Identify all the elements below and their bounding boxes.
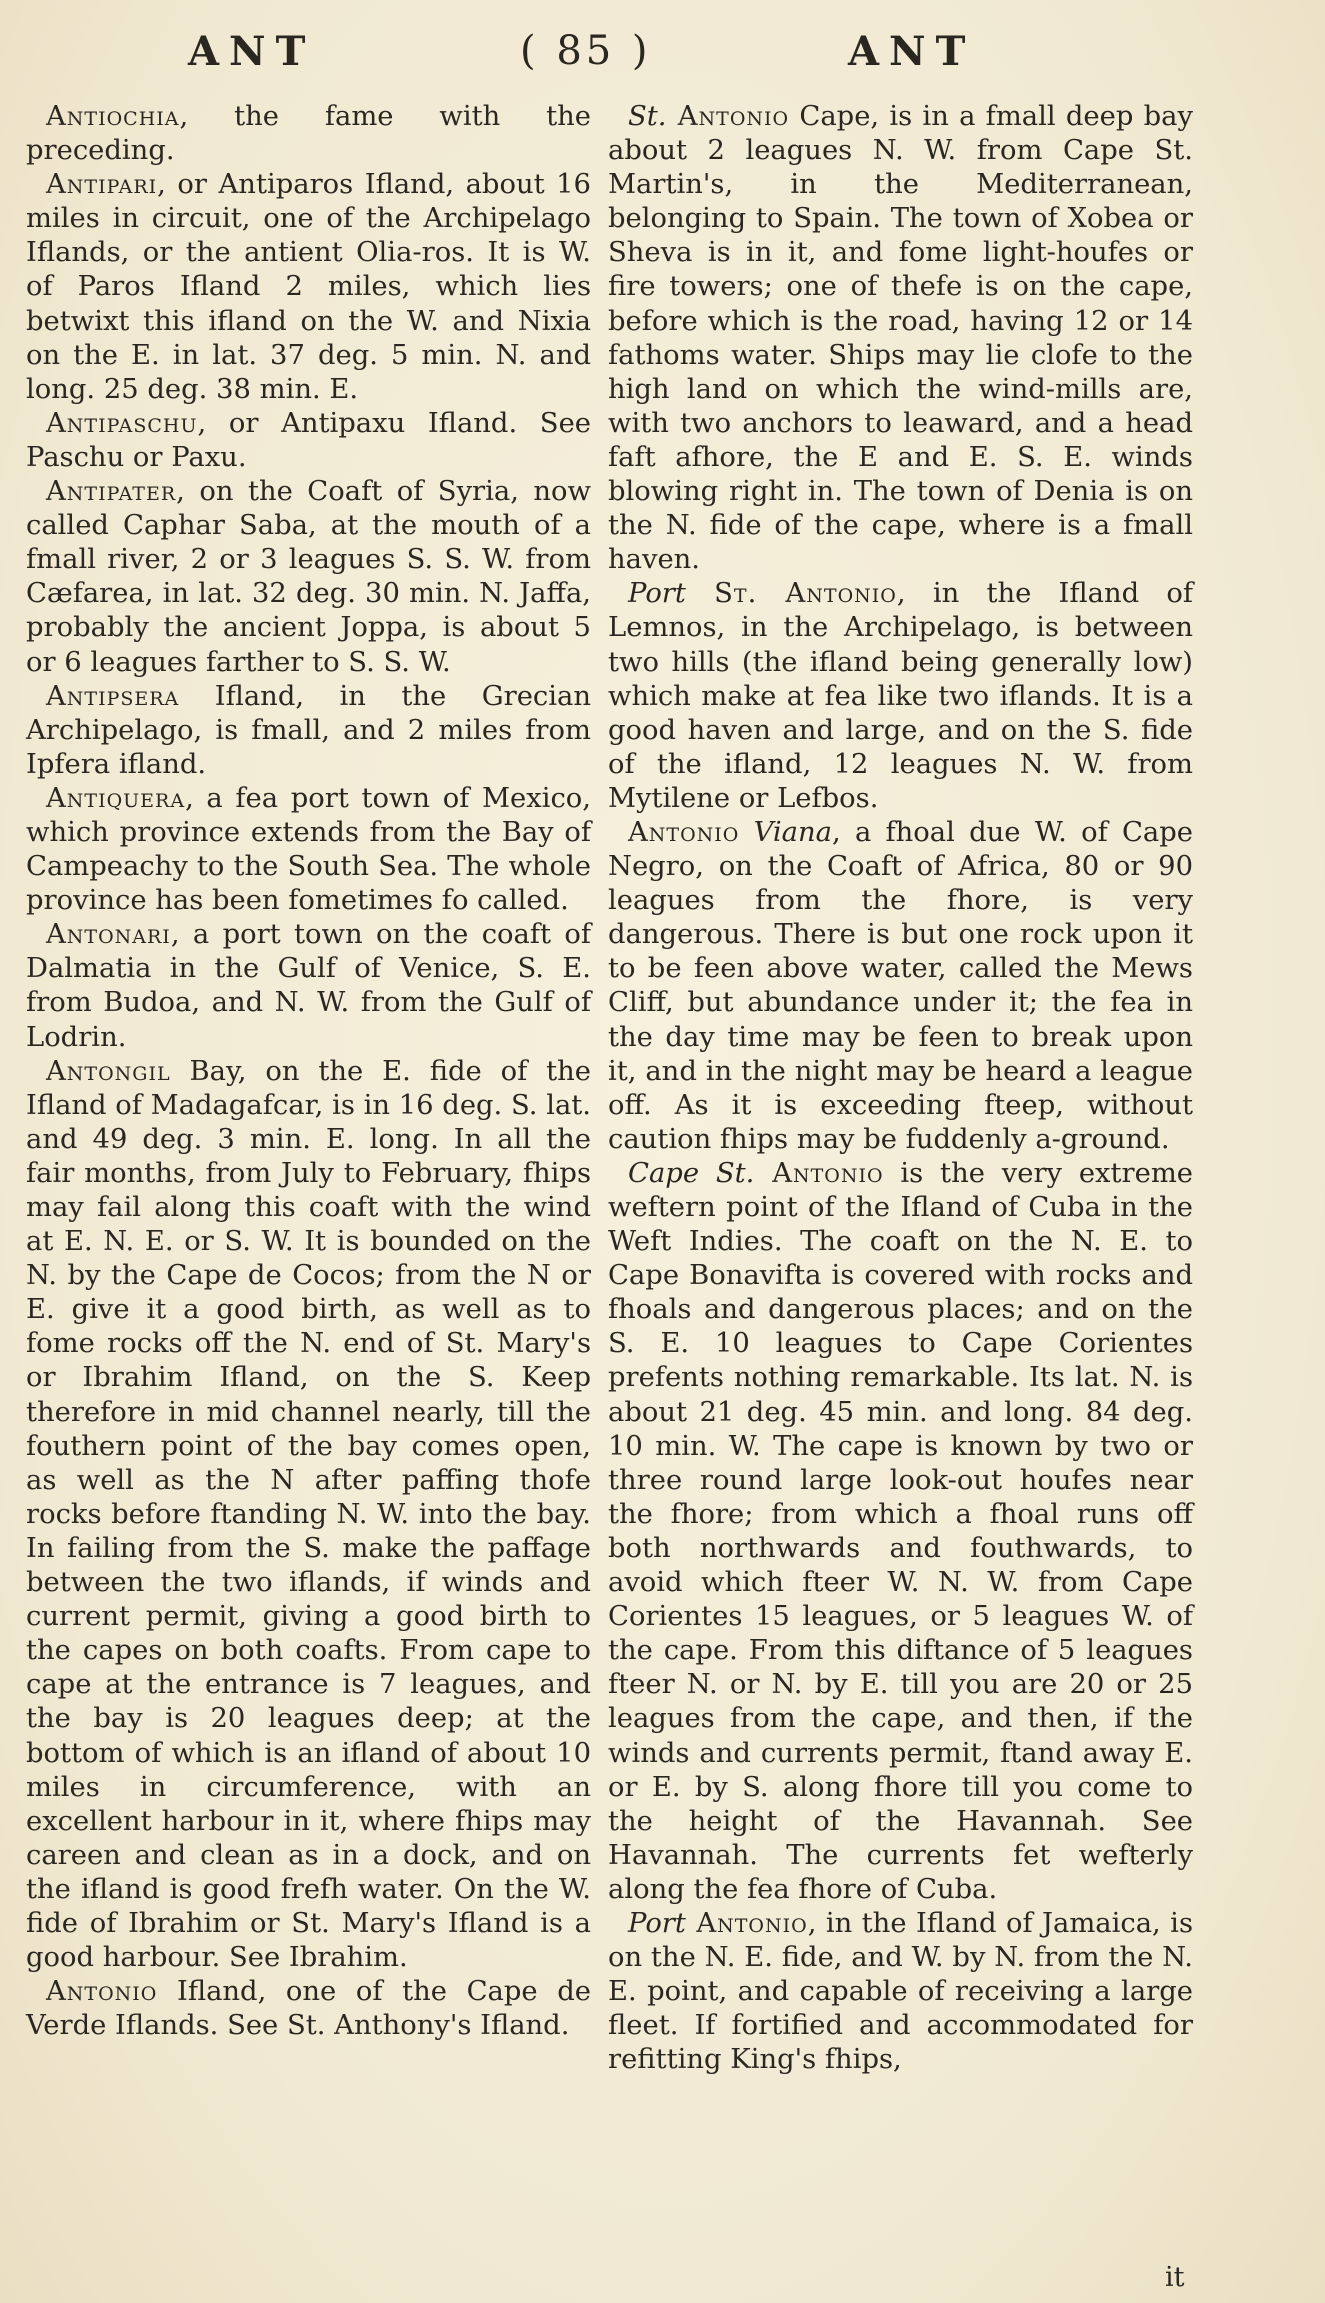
entry-prefix: Port xyxy=(628,1907,686,1939)
entry xyxy=(26,782,591,918)
header-right-word: ANT xyxy=(848,28,976,75)
entry-headword: Antonari xyxy=(46,919,171,951)
entry xyxy=(608,1907,1193,2077)
entry-text: Cape, is in a fmall deep bay about 2 leagues N. W. from Cape St. Martin's, in the Mediterranean, belonging to Spain. The town of Xobea or Sheva is in it, and fome light-houfes or fire towers; one of thefe is on the cape, before which is the road, having 12 or 14 fathoms water. Ships may lie clofe to the high land on which the wind-mills are, with two anchors to leaward, and a head faft afhore, the E and E. S. E. winds blowing right in. The town of Denia is on the N. fide of the cape, where is a fmall haven. xyxy=(608,101,1193,576)
entry-text: , the fame with the preceding. xyxy=(26,101,591,167)
entry xyxy=(26,407,591,475)
entry-italic-name: Viana xyxy=(739,816,832,848)
catchword: it xyxy=(1165,2262,1185,2293)
right-column xyxy=(608,100,1193,2077)
entry-prefix: St. xyxy=(628,101,667,132)
entry-text: , a port town on the coaft of Dalmatia in the Gulf of Venice, S. E. from Budoa, and N. W. from the Gulf of Lodrin. xyxy=(26,919,591,1053)
entry-headword: Antiquera xyxy=(46,782,186,814)
entry-headword: Antonio xyxy=(628,816,740,848)
entry-text: is the very extreme weftern point of the Ifland of Cuba in the Weft Indies. The coaft on the N. E. to Cape Bonavifta is covered with rocks and fhoals and dangerous places; and on the S. E. 10 leagues to Cape Corientes prefents nothing remarkable. Its lat. N. is about 21 deg. 45 min. and long. 84 deg. 10 min. W. The cape is known by two or three round large look-out houfes near the fhore; from which a fhoal runs off both northwards and fouthwards, to avoid which fteer W. N. W. from Cape Corientes 15 leagues, or 5 leagues W. of the cape. From this diftance of 5 leagues fteer N. or N. by E. till you are 20 or 25 leagues from the cape, and then, if the winds and currents permit, ftand away E. or E. by S. along fhore till you come to the height of the Havannah. See Havannah. The currents fet wefterly along the fea fhore of Cuba. xyxy=(608,1157,1193,1905)
page-number: ( 85 ) xyxy=(520,28,652,74)
entry-headword: Antonio xyxy=(666,101,790,132)
entry-text: , on the Coaft of Syria, now called Caphar Saba, at the mouth of a fmall river, 2 or 3 leagues S. S. W. from Cæfarea, in lat. 32 deg. 30 min. N. Jaffa, probably the ancient Joppa, is about 5 or 6 leagues farther to S. S. W. xyxy=(26,476,591,678)
entry-text: , or Antipaxu Ifland. See Paschu or Paxu. xyxy=(26,407,591,473)
entry-headword: Antiochia xyxy=(46,101,180,132)
entry-headword: Antonio xyxy=(685,1907,808,1939)
entry xyxy=(26,475,591,680)
entry-headword: St. Antonio xyxy=(685,578,897,610)
entry xyxy=(608,816,1193,1157)
entry-headword: Antipari xyxy=(46,169,158,201)
entry xyxy=(26,918,591,1054)
entry-headword: Antipater xyxy=(46,476,177,508)
entry-text: , a fhoal due W. of Cape Negro, on the Coaft of Africa, 80 or 90 leagues from the fhore, is very dangerous. There is but one rock upon it to be feen above water, called the Mews Cliff, but abundance under it; the fea in the day time may be feen to break upon it, and in the night may be heard a league off. As it is exceeding fteep, without caution fhips may be fuddenly a-ground. xyxy=(608,816,1193,1155)
entry-text: Ifland, one of the Cape de Verde Iflands. See St. Anthony's Ifland. xyxy=(26,1976,591,2042)
entry-prefix: Port xyxy=(628,578,686,610)
entry-headword: Antipsera xyxy=(46,680,180,712)
entry-text: , a fea port town of Mexico, which province extends from the Bay of Campeachy to the South Sea. The whole province has been fometimes fo called. xyxy=(26,782,591,917)
entry-headword: Antipaschu xyxy=(46,407,198,439)
entry-prefix: Cape St. xyxy=(628,1157,755,1189)
entry xyxy=(26,680,591,782)
entry-text: Bay, on the E. fide of the Ifland of Madagafcar, is in 16 deg. S. lat. and 49 deg. 3 min. E. long. In all the fair months, from July to February, fhips may fail along this coaft with the wind at E. N. E. or S. W. It is bounded on the N. by the Cape de Cocos; from the N or E. give it a good birth, as well as to fome rocks off the N. end of St. Mary's or Ibrahim Ifland, on the S. Keep therefore in mid channel nearly, till the fouthern point of the bay comes open, as well as the N after paffing thofe rocks before ftanding N. W. into the bay. In failing from the S. make the paffage between the two iflands, if winds and current permit, giving a good birth to the capes on both coafts. From cape to cape at the entrance is 7 leagues, and the bay is 20 leagues deep; at the bottom of which is an ifland of about 10 miles in circumference, with an excellent harbour in it, where fhips may careen and clean as in a dock, and on the ifland is good frefh water. On the W. fide of Ibrahim or St. Mary's Ifland is a good harbour. See Ibrahim. xyxy=(26,1055,591,1974)
entry xyxy=(26,168,591,407)
entry xyxy=(608,100,1193,577)
entry-text: , in the Ifland of Lemnos, in the Archipelago, is between two hills (the ifland being generally low) which make at fea like two iflands. It is a good haven and large, and on the S. fide of the ifland, 12 leagues N. W. from Mytilene or Lefbos. xyxy=(608,578,1193,814)
entry xyxy=(608,1157,1193,1907)
entry xyxy=(26,1975,591,2043)
entry xyxy=(26,100,591,168)
entry xyxy=(26,1055,591,1976)
entry-text: , in the Ifland of Jamaica, is on the N. E. fide, and W. by N. from the N. E. point, and capable of receiving a large fleet. If fortified and accommodated for refitting King's fhips, xyxy=(608,1907,1193,2076)
header-left-word: ANT xyxy=(188,28,316,75)
left-column xyxy=(26,100,591,2043)
entry-headword: Antonio xyxy=(754,1157,884,1189)
running-header xyxy=(0,28,1325,88)
entry-headword: Antongil xyxy=(46,1055,171,1087)
entry-text: Ifland, in the Grecian Archipelago, is fmall, and 2 miles from Ipfera ifland. xyxy=(26,680,591,780)
entry-headword: Antonio xyxy=(46,1976,158,2008)
entry xyxy=(608,577,1193,816)
entry-text: , or Antiparos Ifland, about 16 miles in circuit, one of the Archipelago Iflands, or the antient Olia-ros. It is W. of Paros Ifland 2 miles, which lies betwixt this ifland on the W. and Nixia on the E. in lat. 37 deg. 5 min. N. and long. 25 deg. 38 min. E. xyxy=(26,169,591,405)
